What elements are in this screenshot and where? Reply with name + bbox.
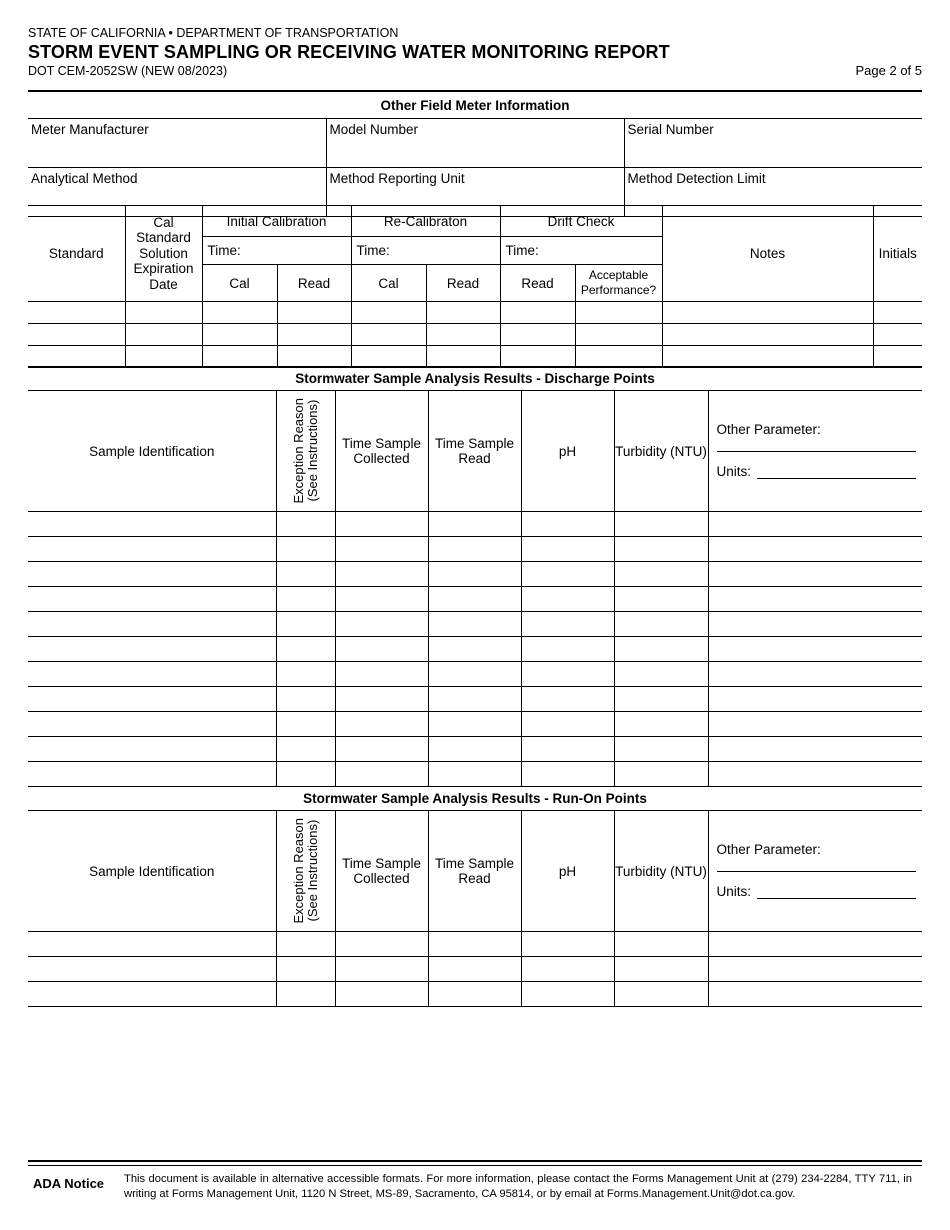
discharge-row <box>28 587 922 612</box>
discharge-cell[interactable] <box>335 637 428 662</box>
discharge-cell[interactable] <box>28 612 276 637</box>
discharge-cell[interactable] <box>614 712 708 737</box>
discharge-cell[interactable] <box>335 662 428 687</box>
runon-cell[interactable] <box>428 932 521 957</box>
discharge-cell[interactable] <box>521 587 614 612</box>
discharge-row <box>28 687 922 712</box>
discharge-cell[interactable] <box>428 562 521 587</box>
discharge-cell[interactable] <box>708 637 922 662</box>
discharge-cell[interactable] <box>614 537 708 562</box>
discharge-cell[interactable] <box>521 512 614 537</box>
discharge-cell[interactable] <box>28 537 276 562</box>
runon-cell[interactable] <box>614 957 708 982</box>
calibration-cell[interactable] <box>873 324 922 346</box>
ada-notice-text: This document is available in alternative accessible formats. For more information, please contact the Forms Management Unit at (279) 234-2284, TTY 711, in writing at Forms Management Unit, 1120 N Street, MS-89, Sacramento, CA 95814, or by email at Forms.Management.Unit@dot.ca.gov. <box>124 1173 912 1200</box>
sample-id-header: Sample Identification <box>28 811 276 932</box>
agency-line: STATE OF CALIFORNIA • DEPARTMENT OF TRANSPORTATION <box>28 26 399 40</box>
serial-number-label: Serial Number <box>627 122 714 137</box>
discharge-cell[interactable] <box>708 537 922 562</box>
standard-header: Standard <box>28 206 125 302</box>
runon-cell[interactable] <box>335 932 428 957</box>
discharge-row <box>28 612 922 637</box>
calibration-cell[interactable] <box>873 346 922 368</box>
discharge-row <box>28 562 922 587</box>
serial-number-field[interactable] <box>624 119 922 168</box>
sample-id-header: Sample Identification <box>28 391 276 512</box>
discharge-cell[interactable] <box>708 712 922 737</box>
time-collected-header: Time Sample Collected <box>335 811 428 932</box>
discharge-cell[interactable] <box>335 712 428 737</box>
exception-reason-label: Exception Reason <box>290 398 306 504</box>
drift-check-header: Drift Check <box>500 206 662 237</box>
meter-section-title: Other Field Meter Information <box>28 91 922 119</box>
calibration-cell[interactable] <box>873 302 922 324</box>
runon-cell[interactable] <box>708 982 922 1007</box>
discharge-cell[interactable] <box>428 637 521 662</box>
discharge-cell[interactable] <box>521 762 614 787</box>
drift-time-field[interactable] <box>500 237 662 265</box>
calibration-cell[interactable] <box>662 302 873 324</box>
runon-cell[interactable] <box>276 932 335 957</box>
runon-cell[interactable] <box>276 982 335 1007</box>
discharge-cell[interactable] <box>276 712 335 737</box>
acceptable-performance-header: Acceptable Performance? <box>575 265 662 302</box>
calibration-cell[interactable] <box>351 346 426 368</box>
discharge-cell[interactable] <box>28 637 276 662</box>
other-parameter-label: Other Parameter: <box>716 422 821 437</box>
calibration-cell[interactable] <box>575 346 662 368</box>
discharge-cell[interactable] <box>428 612 521 637</box>
recal-cal-header: Cal <box>351 265 426 302</box>
discharge-cell[interactable] <box>276 562 335 587</box>
discharge-cell[interactable] <box>28 687 276 712</box>
runon-cell[interactable] <box>708 957 922 982</box>
discharge-cell[interactable] <box>521 712 614 737</box>
calibration-cell[interactable] <box>125 324 202 346</box>
discharge-cell[interactable] <box>614 737 708 762</box>
calibration-cell[interactable] <box>500 324 575 346</box>
other-parameter-field[interactable] <box>717 423 917 452</box>
drift-read-header: Read <box>500 265 575 302</box>
calibration-cell[interactable] <box>662 324 873 346</box>
discharge-cell[interactable] <box>614 762 708 787</box>
discharge-cell[interactable] <box>28 737 276 762</box>
calibration-cell[interactable] <box>125 346 202 368</box>
runon-cell[interactable] <box>521 982 614 1007</box>
exception-reason-label: Exception Reason <box>290 818 306 924</box>
method-detection-limit-label: Method Detection Limit <box>627 171 766 186</box>
exception-note-label: (See Instructions) <box>304 820 320 922</box>
initials-header: Initials <box>873 206 922 302</box>
turbidity-header: Turbidity (NTU) <box>614 811 708 932</box>
calibration-cell[interactable] <box>500 302 575 324</box>
discharge-cell[interactable] <box>614 662 708 687</box>
ph-header: pH <box>521 811 614 932</box>
discharge-cell[interactable] <box>708 662 922 687</box>
calibration-cell[interactable] <box>277 346 351 368</box>
meter-info-table <box>28 90 922 217</box>
initial-cal-header: Cal <box>202 265 277 302</box>
other-parameter-header <box>708 811 922 932</box>
discharge-cell[interactable] <box>335 687 428 712</box>
exception-note-label: (See Instructions) <box>304 400 320 502</box>
units-label: Units: <box>716 884 752 899</box>
calibration-cell[interactable] <box>351 302 426 324</box>
discharge-cell[interactable] <box>276 537 335 562</box>
runon-cell[interactable] <box>614 982 708 1007</box>
calibration-row <box>28 302 922 324</box>
discharge-cell[interactable] <box>521 612 614 637</box>
calibration-cell[interactable] <box>277 302 351 324</box>
runon-cell[interactable] <box>428 957 521 982</box>
time-read-header: Time Sample Read <box>428 811 521 932</box>
time-collected-header: Time Sample Collected <box>335 391 428 512</box>
discharge-cell[interactable] <box>428 587 521 612</box>
discharge-cell[interactable] <box>521 662 614 687</box>
initial-time-label: Time: <box>207 243 241 258</box>
calibration-cell[interactable] <box>575 302 662 324</box>
discharge-cell[interactable] <box>708 587 922 612</box>
calibration-cell[interactable] <box>662 346 873 368</box>
discharge-cell[interactable] <box>335 737 428 762</box>
runon-row <box>28 932 922 957</box>
calibration-cell[interactable] <box>28 324 125 346</box>
discharge-cell[interactable] <box>521 562 614 587</box>
runon-cell[interactable] <box>521 957 614 982</box>
ada-divider-thin <box>28 1165 922 1166</box>
discharge-cell[interactable] <box>428 537 521 562</box>
calibration-cell[interactable] <box>500 346 575 368</box>
recalibration-header: Re-Calibraton <box>351 206 500 237</box>
discharge-results-table <box>28 366 922 787</box>
discharge-row <box>28 537 922 562</box>
discharge-cell[interactable] <box>708 562 922 587</box>
model-number-label: Model Number <box>329 122 419 137</box>
runon-cell[interactable] <box>335 957 428 982</box>
discharge-cell[interactable] <box>28 562 276 587</box>
discharge-cell[interactable] <box>614 612 708 637</box>
discharge-row <box>28 712 922 737</box>
discharge-cell[interactable] <box>428 512 521 537</box>
calibration-cell[interactable] <box>125 302 202 324</box>
discharge-row <box>28 662 922 687</box>
discharge-cell[interactable] <box>28 587 276 612</box>
discharge-cell[interactable] <box>614 562 708 587</box>
recal-time-label: Time: <box>356 243 390 258</box>
runon-cell[interactable] <box>276 957 335 982</box>
discharge-cell[interactable] <box>708 762 922 787</box>
runon-cell[interactable] <box>428 982 521 1007</box>
calibration-cell[interactable] <box>202 302 277 324</box>
discharge-row <box>28 737 922 762</box>
discharge-cell[interactable] <box>276 512 335 537</box>
initial-time-field[interactable] <box>202 237 351 265</box>
time-read-header: Time Sample Read <box>428 391 521 512</box>
discharge-cell[interactable] <box>28 762 276 787</box>
discharge-cell[interactable] <box>335 762 428 787</box>
runon-cell[interactable] <box>335 982 428 1007</box>
discharge-row <box>28 512 922 537</box>
calibration-cell[interactable] <box>426 302 500 324</box>
discharge-cell[interactable] <box>428 737 521 762</box>
discharge-cell[interactable] <box>276 762 335 787</box>
discharge-cell[interactable] <box>521 737 614 762</box>
discharge-cell[interactable] <box>276 612 335 637</box>
meter-manufacturer-field[interactable] <box>28 119 326 168</box>
discharge-cell[interactable] <box>28 512 276 537</box>
calibration-row <box>28 346 922 368</box>
discharge-cell[interactable] <box>521 637 614 662</box>
discharge-cell[interactable] <box>708 612 922 637</box>
discharge-cell[interactable] <box>428 662 521 687</box>
calibration-cell[interactable] <box>277 324 351 346</box>
calibration-cell[interactable] <box>28 346 125 368</box>
discharge-cell[interactable] <box>28 712 276 737</box>
discharge-row <box>28 637 922 662</box>
runon-cell[interactable] <box>28 982 276 1007</box>
discharge-cell[interactable] <box>276 587 335 612</box>
other-parameter-field[interactable] <box>717 843 917 872</box>
form-number: DOT CEM-2052SW (NEW 08/2023) <box>28 64 228 78</box>
other-parameter-label: Other Parameter: <box>716 842 821 857</box>
calibration-table <box>28 205 922 368</box>
exception-reason-header <box>276 811 335 932</box>
discharge-cell[interactable] <box>276 637 335 662</box>
units-label: Units: <box>716 464 752 479</box>
discharge-cell[interactable] <box>428 687 521 712</box>
model-number-field[interactable] <box>326 119 624 168</box>
initial-read-header: Read <box>277 265 351 302</box>
runon-results-table <box>28 786 922 1007</box>
ada-divider <box>28 1160 922 1162</box>
discharge-cell[interactable] <box>428 712 521 737</box>
discharge-cell[interactable] <box>335 612 428 637</box>
drift-time-label: Time: <box>505 243 539 258</box>
calibration-cell[interactable] <box>202 324 277 346</box>
runon-cell[interactable] <box>28 932 276 957</box>
other-parameter-header <box>708 391 922 512</box>
runon-cell[interactable] <box>708 932 922 957</box>
cal-standard-header: Cal Standard Solution Expiration Date <box>125 206 202 302</box>
discharge-cell[interactable] <box>276 662 335 687</box>
turbidity-header: Turbidity (NTU) <box>614 391 708 512</box>
discharge-cell[interactable] <box>276 737 335 762</box>
calibration-cell[interactable] <box>575 324 662 346</box>
notes-header: Notes <box>662 206 873 302</box>
runon-cell[interactable] <box>614 932 708 957</box>
runon-row <box>28 957 922 982</box>
calibration-cell[interactable] <box>426 346 500 368</box>
discharge-cell[interactable] <box>521 537 614 562</box>
ada-notice-title: ADA Notice <box>33 1176 105 1191</box>
runon-cell[interactable] <box>521 932 614 957</box>
discharge-cell[interactable] <box>708 687 922 712</box>
exception-reason-header <box>276 391 335 512</box>
initial-calibration-header: Initial Calibration <box>202 206 351 237</box>
calibration-cell[interactable] <box>28 302 125 324</box>
calibration-row <box>28 324 922 346</box>
discharge-cell[interactable] <box>708 512 922 537</box>
calibration-cell[interactable] <box>426 324 500 346</box>
discharge-cell[interactable] <box>614 637 708 662</box>
discharge-cell[interactable] <box>335 587 428 612</box>
calibration-cell[interactable] <box>351 324 426 346</box>
recal-read-header: Read <box>426 265 500 302</box>
discharge-cell[interactable] <box>335 537 428 562</box>
units-field[interactable] <box>757 882 916 899</box>
discharge-cell[interactable] <box>614 587 708 612</box>
discharge-cell[interactable] <box>708 737 922 762</box>
recal-time-field[interactable] <box>351 237 500 265</box>
runon-cell[interactable] <box>28 957 276 982</box>
discharge-cell[interactable] <box>276 687 335 712</box>
discharge-cell[interactable] <box>614 512 708 537</box>
discharge-cell[interactable] <box>28 662 276 687</box>
ph-header: pH <box>521 391 614 512</box>
discharge-cell[interactable] <box>521 687 614 712</box>
runon-section-title: Stormwater Sample Analysis Results - Run-On Points <box>28 787 922 811</box>
meter-manufacturer-label: Meter Manufacturer <box>31 122 149 137</box>
method-reporting-unit-label: Method Reporting Unit <box>329 171 465 186</box>
discharge-cell[interactable] <box>335 512 428 537</box>
discharge-cell[interactable] <box>335 562 428 587</box>
discharge-cell[interactable] <box>614 687 708 712</box>
discharge-cell[interactable] <box>428 762 521 787</box>
form-title: STORM EVENT SAMPLING OR RECEIVING WATER MONITORING REPORT <box>28 42 670 62</box>
discharge-section-title: Stormwater Sample Analysis Results - Discharge Points <box>28 367 922 391</box>
page-number: Page 2 of 5 <box>855 63 922 78</box>
analytical-method-label: Analytical Method <box>31 171 138 186</box>
runon-row <box>28 982 922 1007</box>
calibration-cell[interactable] <box>202 346 277 368</box>
discharge-row <box>28 762 922 787</box>
units-field[interactable] <box>757 462 916 479</box>
